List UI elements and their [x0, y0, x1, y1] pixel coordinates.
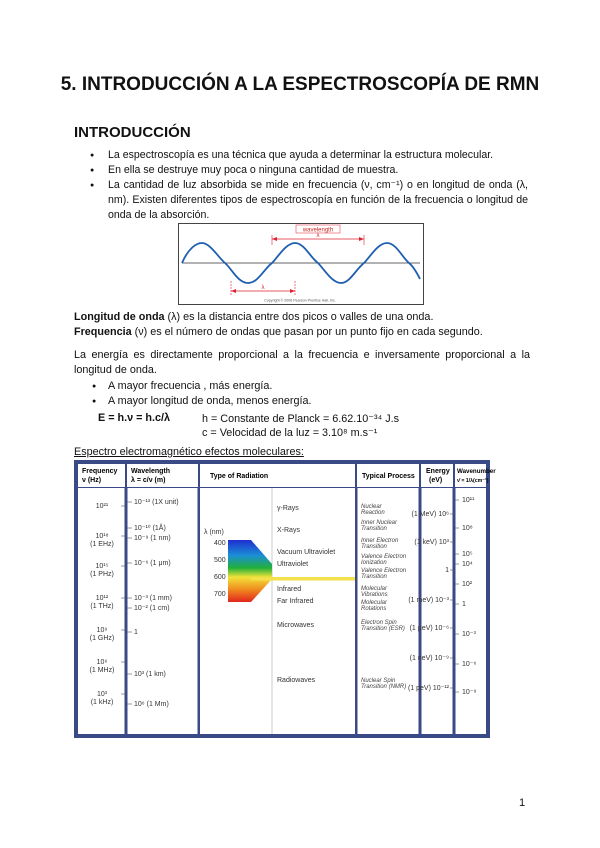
frequency-label: 10³ [96, 691, 108, 698]
process-label: Inner Nuclear [361, 520, 398, 526]
wavelength-label: 10⁻² (1 cm) [134, 605, 170, 612]
energy-label: (1 meV) 10⁻³ [408, 597, 449, 604]
wavelength-definition: Longitud de onda (λ) es la distancia entre dos picos o valles de una onda. [74, 311, 434, 323]
process-label: Molecular [361, 586, 388, 592]
copyright-text: Copyright © 2006 Pearson Prentice Hall, Inc. [264, 298, 336, 303]
energy-paragraph: La energía es directamente proporcional a la frecuencia e inversamente proporcional a la longitud de onda. [74, 349, 530, 376]
wavelength-term: Longitud de onda [74, 311, 165, 323]
energy-label: (1 μeV) 10⁻⁶ [409, 625, 449, 632]
wavelength-label: 10⁻⁶ (1 μm) [134, 560, 171, 567]
page-title: 5. INTRODUCCIÓN A LA ESPECTROSCOPÍA DE RMN [60, 74, 540, 95]
frequency-label: 10⁶ [96, 659, 108, 666]
lambda-top-label: λ [316, 233, 320, 239]
radiation-label: Ultraviolet [277, 561, 309, 568]
visible-lambda-label: λ (nm) [204, 529, 224, 536]
wavelength-label: 10⁶ (1 Mm) [134, 701, 169, 708]
spectrum-figure [74, 460, 496, 738]
process-sublabel: Reaction [361, 510, 385, 516]
wavenumber-label: 10⁻⁹ [462, 689, 477, 696]
wavelength-label: 10⁻⁹ (1 nm) [134, 535, 171, 542]
frequency-label: 10²¹ [95, 503, 109, 510]
list-item: ● A mayor frecuencia , más energía. [90, 379, 510, 394]
wavenumber-label: 10⁵ [462, 551, 473, 558]
definitions [74, 310, 530, 340]
visible-tick-500: 500 [214, 557, 226, 564]
energy-label: (1 MeV) 10⁶ [411, 511, 449, 518]
process-sublabel: Vibrations [361, 592, 388, 598]
visible-tick-700: 700 [214, 591, 226, 598]
process-sublabel: Rotations [361, 606, 387, 612]
process-sublabel: Transition [361, 526, 387, 532]
process-label: Molecular [361, 600, 388, 606]
energy-label: (1 neV) 10⁻⁹ [409, 655, 449, 662]
wavelength-label: wavelength [302, 227, 334, 234]
header-energy: Energy [426, 468, 450, 475]
process-label: Electron Spin [361, 620, 397, 626]
process-label: Valence Electron [361, 554, 407, 560]
process-sublabel: Transition [361, 574, 387, 580]
process-sublabel: Ionization [361, 560, 387, 566]
frequency-sublabel: (1 THz) [90, 603, 114, 610]
wavenumber-label: 1 [462, 601, 466, 608]
process-label: Valence Electron [361, 568, 407, 574]
energy-label: (1 peV) 10⁻¹² [407, 685, 449, 692]
frequency-sublabel: (1 GHz) [89, 635, 115, 642]
process-sublabel: Transition (NMR) [361, 684, 407, 690]
planck-constant: h = Constante de Planck = 6.62.10⁻³⁴ J.s [202, 413, 400, 425]
header-energy-unit: (eV) [429, 477, 443, 484]
list-item: ● La espectroscopía es una técnica que ayuda a determinar la estructura molecular. [88, 148, 528, 163]
wavenumber-label: 10⁴ [462, 561, 473, 568]
speed-of-light: c = Velocidad de la luz = 3.10⁸ m.s⁻¹ [202, 427, 378, 439]
header-frequency: Frequency [82, 468, 118, 475]
energy-bullet-list [90, 379, 510, 409]
visible-light-band [251, 577, 355, 581]
wavelength-label: 10⁻¹⁰ (1Å) [134, 525, 166, 532]
frequency-label: 10¹⁸ [95, 533, 109, 540]
frequency-sublabel: (1 kHz) [90, 699, 114, 706]
frequency-label: 10¹⁵ [95, 563, 109, 570]
wavelength-label: 10³ (1 km) [134, 671, 166, 678]
radiation-label: Far Infrared [277, 598, 314, 605]
header-wavenumber: Wavenumber [457, 468, 496, 475]
process-label: Inner Electron [361, 538, 399, 544]
process-label: Nuclear [361, 504, 382, 510]
wavenumber-label: 10² [462, 581, 473, 588]
radiation-label: γ-Rays [277, 505, 299, 512]
radiation-label: Radiowaves [277, 677, 316, 684]
process-sublabel: Transition [361, 544, 387, 550]
wavenumber-label: 10¹¹ [462, 497, 475, 504]
header-process: Typical Process [362, 473, 415, 480]
header-frequency-unit: ν (Hz) [82, 477, 102, 484]
process-label: Nuclear Spin [361, 678, 396, 684]
lambda-bottom-label: λ [261, 285, 265, 291]
spectrum-title: Espectro electromagnético efectos moleculares: [74, 446, 304, 458]
visible-tick-600: 600 [214, 574, 226, 581]
wavelength-label: 1 [134, 629, 138, 636]
radiation-label: Infrared [277, 586, 302, 593]
frequency-term: Frequencia [74, 326, 132, 338]
list-item: ● A mayor longitud de onda, menos energía. [90, 394, 510, 409]
wave-figure [178, 223, 424, 305]
list-item: ● La cantidad de luz absorbida se mide en frecuencia (ν, cm⁻¹) o en longitud de onda (λ, nm). Existen diferentes tipos de espectroscopía en función de la frecuencia o longitud de onda de la absorción. [88, 178, 528, 223]
constants [202, 412, 399, 440]
frequency-label: 10¹² [95, 595, 109, 602]
radiation-label: X-Rays [277, 527, 300, 534]
frequency-sublabel: (1 MHz) [89, 667, 115, 674]
process-sublabel: Transition (ESR) [361, 626, 405, 632]
frequency-sublabel: (1 EHz) [90, 541, 114, 548]
visible-tick-400: 400 [214, 540, 226, 547]
energy-formula: E = h.ν = h.c/λ [98, 412, 171, 424]
wavenumber-label: 10⁻⁶ [462, 661, 477, 668]
frequency-sublabel: (1 PHz) [90, 571, 114, 578]
header-wavenumber-unit: ν̄ = 1/λ(cm⁻¹) [457, 478, 489, 484]
page-number: 1 [519, 797, 526, 809]
energy-label: 1 [445, 567, 449, 574]
wavelength-label: 10⁻³ (1 mm) [134, 595, 172, 602]
radiation-label: Microwaves [277, 622, 314, 629]
wavenumber-label: 10⁸ [462, 525, 473, 532]
intro-bullet-list [88, 148, 528, 223]
list-item: ● En ella se destruye muy poca o ninguna cantidad de muestra. [88, 163, 528, 178]
frequency-label: 10⁹ [96, 627, 108, 634]
wavelength-label: 10⁻¹³ (1X unit) [134, 499, 179, 506]
header-radiation: Type of Radiation [210, 473, 269, 480]
energy-label: (1 keV) 10³ [414, 539, 449, 546]
header-wavelength-unit: λ = c/ν (m) [131, 477, 166, 484]
radiation-label: Vacuum Ultraviolet [277, 549, 336, 556]
frequency-definition: Frequencia (ν) es el número de ondas que pasan por un punto fijo en cada segundo. [74, 326, 483, 338]
section-heading: INTRODUCCIÓN [74, 124, 191, 141]
header-wavelength: Wavelength [131, 468, 171, 475]
wavenumber-label: 10⁻³ [462, 631, 476, 638]
